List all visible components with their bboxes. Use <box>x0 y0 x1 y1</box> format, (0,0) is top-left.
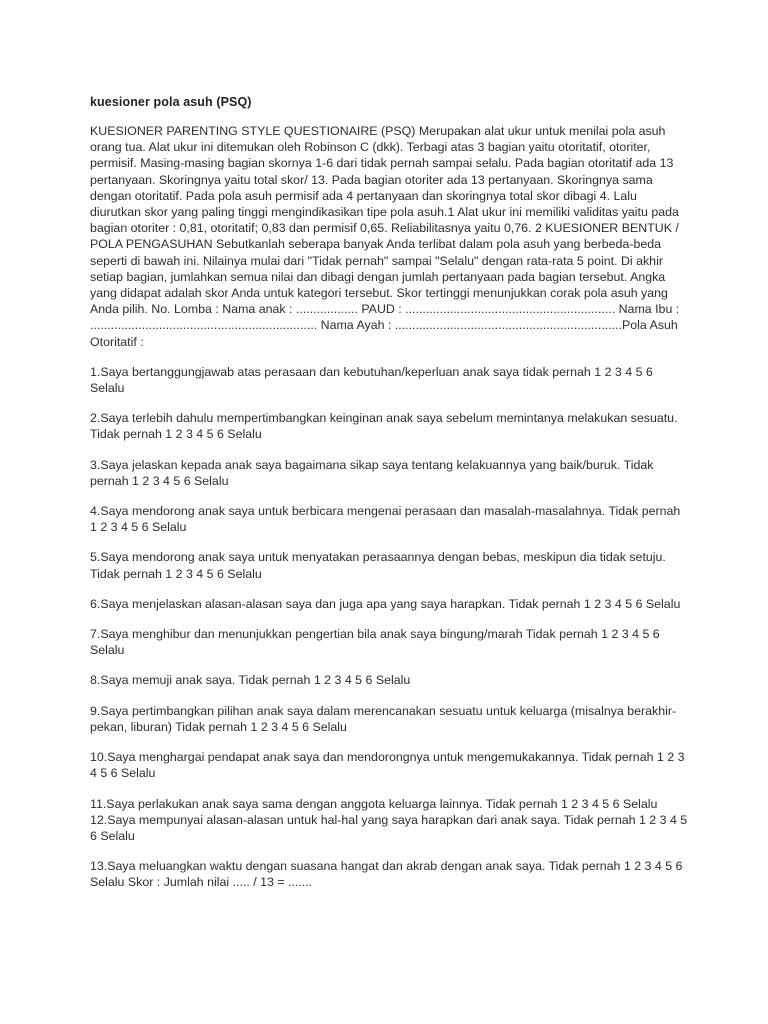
question-item-10: 10.Saya menghargai pendapat anak saya dan mendorongnya untuk mengemukakannya. Tidak pernah 1 2 3 4 5 6 Selalu <box>90 750 685 781</box>
question-item-3: 3.Saya jelaskan kepada anak saya bagaimana sikap saya tentang kelakuannya yang baik/buruk. Tidak pernah 1 2 3 4 5 6 Selalu <box>90 457 654 488</box>
question-item-5: 5.Saya mendorong anak saya untuk menyatakan perasaannya dengan bebas, meskipun dia tidak setuju. Tidak pernah 1 2 3 4 5 6 Selalu <box>90 550 666 581</box>
question-item-7: 7.Saya menghibur dan menunjukkan pengertian bila anak saya bingung/marah Tidak pernah 1 2 3 4 5 6 Selalu <box>90 627 660 658</box>
question-item-1: 1.Saya bertanggungjawab atas perasaan dan kebutuhan/keperluan anak saya tidak pernah 1 2 3 4 5 6 Selalu <box>90 364 653 396</box>
question-item-9: 9.Saya pertimbangkan pilihan anak saya dalam merencanakan sesuatu untuk keluarga (misalnya berakhir-pekan, liburan) Tidak pernah 1 2 3 4 5 6 Selalu <box>90 703 677 734</box>
question-item-4: 4.Saya mendorong anak saya untuk berbicara mengenai perasaan dan masalah-masalahnya. Tidak pernah 1 2 3 4 5 6 Selalu <box>90 504 681 535</box>
question-item-12: 12.Saya mempunyai alasan-alasan untuk hal-hal yang saya harapkan dari anak saya. Tidak pernah 1 2 3 4 5 6 Selalu <box>90 812 688 843</box>
question-item-11: 11.Saya perlakukan anak saya sama dengan anggota keluarga lainnya. Tidak pernah 1 2 3 4 5 6 Selalu <box>90 796 658 811</box>
document-title: kuesioner pola asuh (PSQ) <box>90 95 252 109</box>
document-page <box>90 95 690 905</box>
question-item-13: 13.Saya meluangkan waktu dengan suasana hangat dan akrab dengan anak saya. Tidak pernah 1 2 3 4 5 6 Selalu Skor : Jumlah nilai ..... / 13 = ....... <box>90 859 683 890</box>
intro-paragraph: KUESIONER PARENTING STYLE QUESTIONAIRE (PSQ) Merupakan alat ukur untuk menilai pola asuh orang tua. Alat ukur ini ditemukan oleh Robinson C (dkk). Terbagi atas 3 bagian yaitu otoritatif, otoriter, permisif. Masing-masing bagian skornya 1-6 dari tidak pernah sampai selalu. Pada bagian otoritatif ada 13 pertanyaan. Skoringnya yaitu total skor/ 13. Pada bagian otoriter ada 13 pertanyaan. Skoringnya sama dengan otoritatif. Pada pola asuh permisif ada 4 pertanyaan dan skoringnya total skor dibagi 4. Lalu diurutkan skor yang paling tinggi mengindikasikan tipe pola asuh.1 Alat ukur ini memiliki validitas yaitu pada bagian otoriter : 0,81, otoritatif; 0,83 dan permisif 0,65. Reliabilitasnya yaitu 0,76. 2 KUESIONER BENTUK / POLA PENGASUHAN Sebutkanlah seberapa banyak Anda terlibat dalam pola asuh yang berbeda-beda seperti di bawah ini. Nilainya mulai dari "Tidak pernah" sampai "Selalu" dengan rata-rata 5 point. Di akhir setiap bagian, jumlahkan semua nilai dan dibagi dengan jumlah pertanyaan pada bagian tersebut. Angka yang didapat adalah skor Anda untuk kategori tersebut. Skor tertinggi menunjukkan corak pola asuh yang Anda pilih. No. Lomba : Nama anak : .................. PAUD : ............................................................. Nama Ibu : .................................................................. Nama Ayah : ..................................................................Pola Asuh Otoritatif : <box>90 124 680 349</box>
question-item-8: 8.Saya memuji anak saya. Tidak pernah 1 2 3 4 5 6 Selalu <box>90 673 411 688</box>
question-item-6: 6.Saya menjelaskan alasan-alasan saya dan juga apa yang saya harapkan. Tidak pernah 1 2 3 4 5 6 Selalu <box>90 596 681 611</box>
questionnaire-list <box>90 364 690 891</box>
question-item-2: 2.Saya terlebih dahulu mempertimbangkan keinginan anak saya sebelum memintanya melakukan sesuatu. Tidak pernah 1 2 3 4 5 6 Selalu <box>90 411 678 442</box>
